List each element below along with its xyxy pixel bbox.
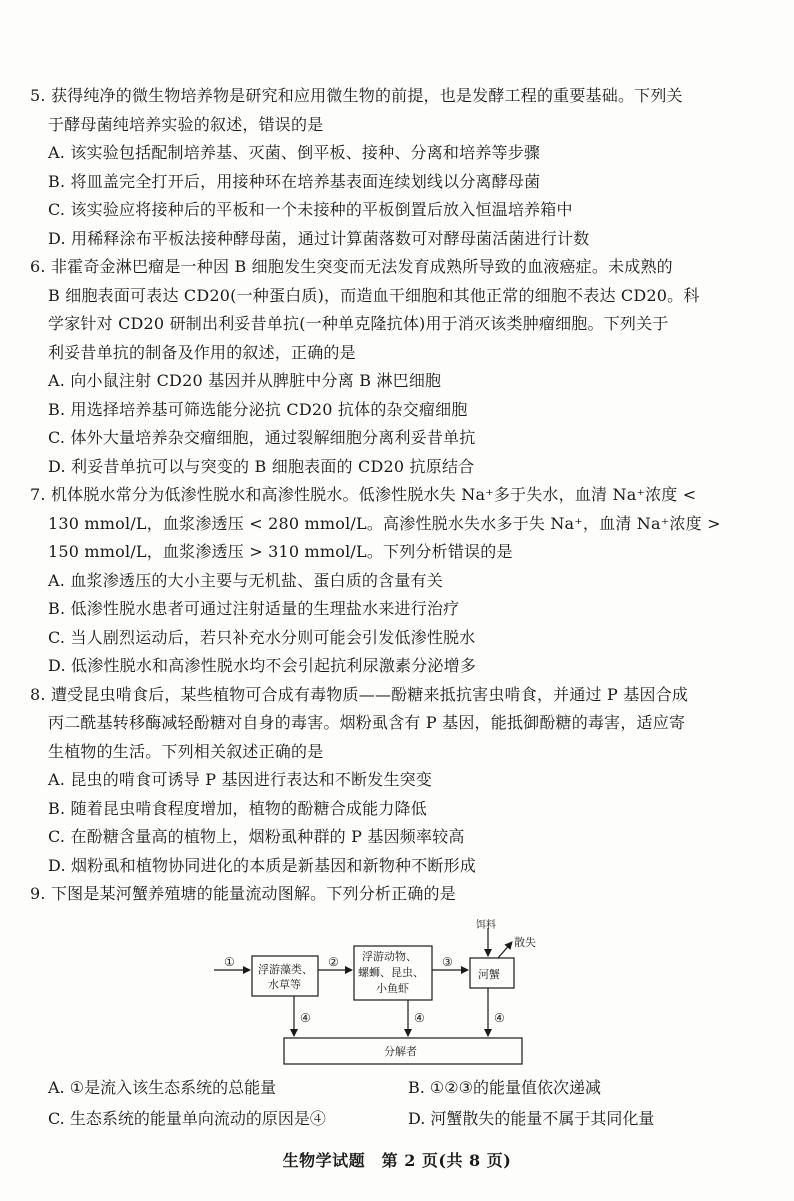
question-stem-line: 7. 机体脱水常分为低渗性脱水和高渗性脱水。低渗性脱水失 Na⁺多于失水，血清 Na⁺浓度 < (30, 485, 697, 504)
question-stem-line: 9. 下图是某河蟹养殖塘的能量流动图解。下列分析正确的是 (30, 884, 456, 903)
question-stem-line: 利妥昔单抗的制备及作用的叙述，正确的是 (48, 342, 356, 362)
question-6 (30, 253, 770, 481)
option-b: B. 低渗性脱水患者可通过注射适量的生理盐水来进行治疗 (48, 599, 460, 618)
question-stem-line: 丙二酰基转移酶减轻酚糖对自身的毒害。烟粉虱含有 P 基因，能抵御酚糖的毒害，适应寄 (48, 713, 686, 732)
question-stem-line: 于酵母菌纯培养实验的叙述，错误的是 (48, 114, 324, 134)
question-stem-line: B 细胞表面可表达 CD20(一种蛋白质)，而造血干细胞和其他正常的细胞不表达 CD20。科 (48, 285, 700, 305)
option-a: A. 血浆渗透压的大小主要与无机盐、蛋白质的含量有关 (48, 570, 443, 590)
question-7 (30, 481, 770, 681)
producer-label-1: 浮游藻类、 (258, 963, 313, 976)
option-b: B. 用选择培养基可筛选能分泌抗 CD20 抗体的杂交瘤细胞 (48, 399, 468, 419)
option-a: A. 该实验包括配制培养基、灭菌、倒平板、接种、分离和培养等步骤 (48, 143, 541, 162)
option-b: B. 将皿盖完全打开后，用接种环在培养基表面连续划线以分离酵母菌 (48, 171, 541, 191)
question-8 (30, 681, 770, 881)
arrow-label-4b: ④ (414, 1011, 425, 1025)
arrow-label-3: ③ (442, 955, 453, 969)
option-c: C. 该实验应将接种后的平板和一个未接种的平板倒置后放入恒温培养箱中 (48, 200, 573, 219)
option-c: C. 在酚糖含量高的植物上，烟粉虱种群的 P 基因频率较高 (48, 827, 465, 846)
question-9-options (48, 1072, 768, 1134)
consumer-label-1: 浮游动物、 (362, 950, 417, 963)
producer-label-2: 水草等 (268, 978, 301, 991)
option-d: D. 河蟹散失的能量不属于其同化量 (408, 1109, 655, 1128)
energy-flow-diagram (212, 918, 552, 1068)
page-footer: 生物学试题 第 2 页(共 8 页) (282, 1151, 512, 1170)
feed-label: 饵料 (476, 920, 496, 931)
arrow-label-1: ① (224, 955, 235, 969)
consumer-label-3: 小鱼虾 (376, 982, 409, 995)
question-9 (30, 880, 770, 909)
question-5 (30, 82, 770, 253)
question-stem-line: 150 mmol/L，血浆渗透压 > 310 mmol/L。下列分析错误的是 (48, 542, 513, 561)
option-c: C. 生态系统的能量单向流动的原因是④ (48, 1109, 326, 1128)
option-d: D. 烟粉虱和植物协同进化的本质是新基因和新物种不断形成 (48, 855, 477, 875)
loss-label: 散失 (514, 936, 536, 949)
question-stem-line: 5. 获得纯净的微生物培养物是研究和应用微生物的前提，也是发酵工程的重要基础。下列关 (30, 86, 683, 105)
consumer-label-2: 螺蛳、昆虫、 (358, 966, 424, 979)
question-list (30, 82, 770, 909)
option-d: D. 利妥昔单抗可以与突变的 B 细胞表面的 CD20 抗原结合 (48, 456, 475, 476)
option-c: C. 当人剧烈运动后，若只补充水分则可能会引发低渗性脱水 (48, 627, 476, 647)
option-a: A. 昆虫的啃食可诱导 P 基因进行表达和不断发生突变 (48, 770, 433, 789)
option-d: D. 用稀释涂布平板法接种酵母菌，通过计算菌落数可对酵母菌活菌进行计数 (48, 228, 590, 248)
option-b: B. ①②③的能量值依次递减 (408, 1078, 601, 1097)
question-stem-line: 学家针对 CD20 研制出利妥昔单抗(一种单克隆抗体)用于消灭该类肿瘤细胞。下列关于 (48, 314, 669, 333)
option-a: A. ①是流入该生态系统的总能量 (48, 1078, 277, 1097)
question-stem-line: 8. 遭受昆虫啃食后，某些植物可合成有毒物质——酚糖来抵抗害虫啃食，并通过 P 基因合成 (30, 684, 689, 704)
option-b: B. 随着昆虫啃食程度增加，植物的酚糖合成能力降低 (48, 798, 427, 818)
arrow-label-4c: ④ (494, 1011, 505, 1025)
question-stem-line: 6. 非霍奇金淋巴瘤是一种因 B 细胞发生突变而无法发育成熟所导致的血液癌症。未成熟的 (30, 257, 673, 276)
option-d: D. 低渗性脱水和高渗性脱水均不会引起抗利尿激素分泌增多 (48, 656, 477, 675)
option-a: A. 向小鼠注射 CD20 基因并从脾脏中分离 B 淋巴细胞 (48, 371, 442, 390)
option-c: C. 体外大量培养杂交瘤细胞，通过裂解细胞分离利妥昔单抗 (48, 428, 476, 447)
arrow-label-2: ② (328, 955, 339, 969)
question-stem-line: 130 mmol/L，血浆渗透压 < 280 mmol/L。高渗性脱水失水多于失 Na⁺，血清 Na⁺浓度 > (48, 513, 721, 533)
question-stem-line: 生植物的生活。下列相关叙述正确的是 (48, 741, 324, 761)
decomposer-label: 分解者 (384, 1045, 417, 1058)
crab-label: 河蟹 (478, 968, 500, 981)
arrow-label-4a: ④ (300, 1011, 311, 1025)
